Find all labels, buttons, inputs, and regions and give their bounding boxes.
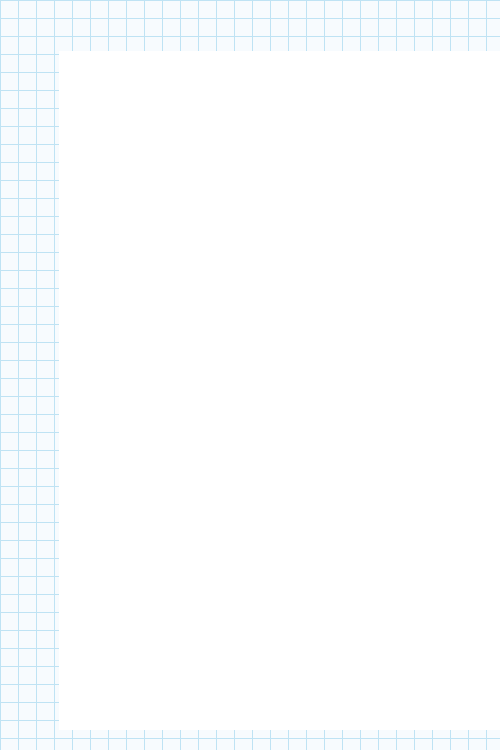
toc-page xyxy=(59,51,500,730)
